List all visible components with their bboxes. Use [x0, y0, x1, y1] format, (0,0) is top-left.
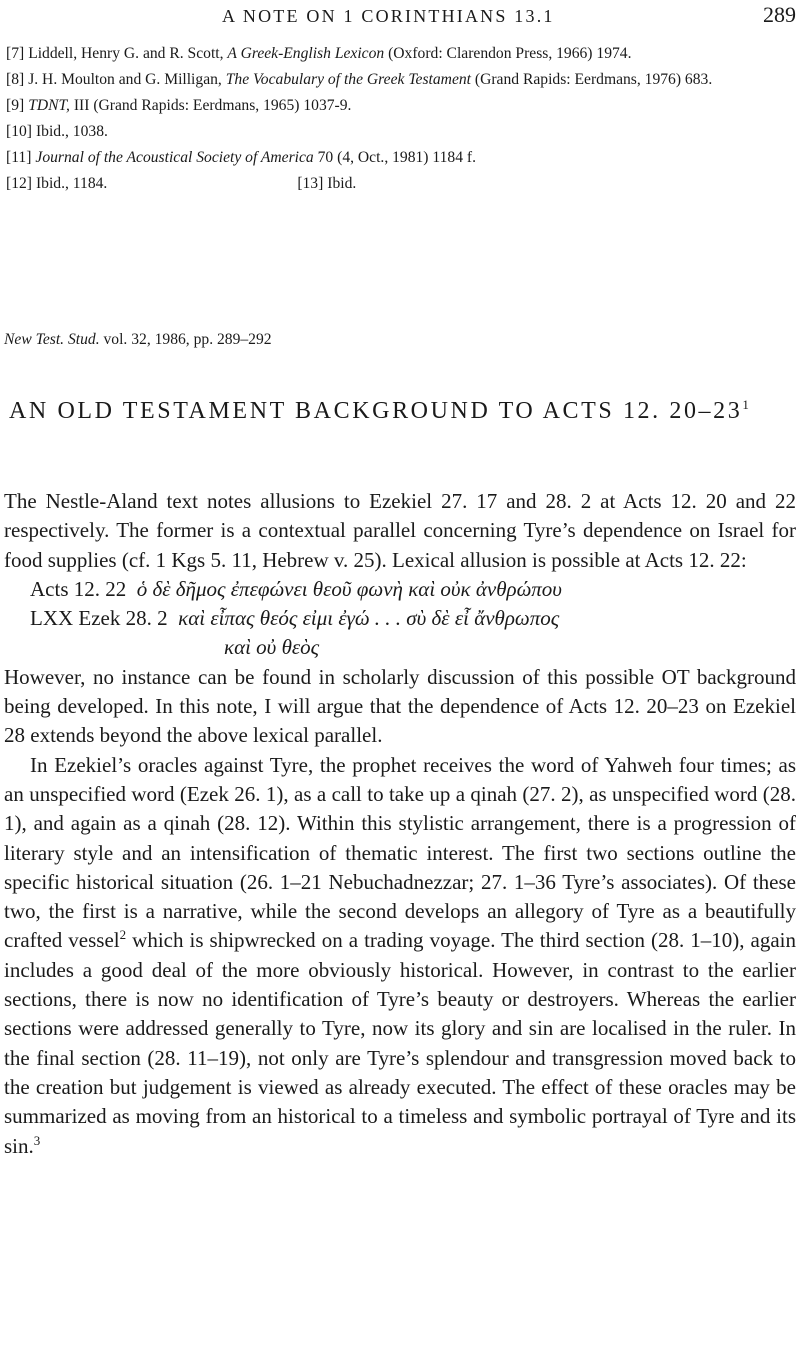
reference-item: [7] Liddell, Henry G. and R. Scott, A Greek-English Lexicon (Oxford: Clarendon Press, 1966) 1974.: [6, 45, 632, 62]
page-number: 289: [763, 2, 796, 27]
article-body: [4, 487, 796, 1161]
reference-item: [9] TDNT, III (Grand Rapids: Eerdmans, 1965) 1037-9.: [6, 97, 352, 114]
greek-quotation: LXX Ezek 28. 2 καὶ εἶπας θεός εἰμι ἐγώ . . . σὺ δὲ εἶ ἄνθρωπος: [30, 606, 560, 631]
running-title: A NOTE ON 1 CORINTHIANS 13.1: [222, 6, 555, 26]
reference-item: [13] Ibid.: [297, 175, 357, 192]
reference-item: [11] Journal of the Acoustical Society of America 70 (4, Oct., 1981) 1184 f.: [6, 149, 476, 166]
paragraph: However, no instance can be found in scholarly discussion of this possible OT background being developed. In this note, I will argue that the dependence of Acts 12. 20–23 on Ezekiel 28 extends beyond the above lexical parallel.: [4, 664, 796, 748]
footnote-marker: 1: [742, 397, 749, 412]
paragraph: In Ezekiel’s oracles against Tyre, the prophet receives the word of Yahweh four times; as an unspecified word (Ezek 26. 1), as a call to take up a qinah (27. 2), as unspecified word (28. 1), and again as a qinah (28. 12). Within this stylistic arrangement, there is a progression of literary style and an intensification of thematic interest. The first two sections outline the specific historical situation (26. 1–21 Nebuchadnezzar; 27. 1–36 Tyre’s associates). Of these two, the first is a narrative, while the second develops an allegory of Tyre as a beautifully crafted vessel$^2$ which is shipwrecked on a trading voyage. The third section (28. 1–10), again includes a good deal of the more obviously historical. However, in contrast to the earlier sections, there is now no identification of Tyre’s beauty or destroyers. Whereas the earlier sections were addressed generally to Tyre, now its glory and sin are localised in the ruler. In the final section (28. 11–19), not only are Tyre’s splendour and transgression moved back to the creation but judgement is viewed as already executed. The effect of these oracles may be summarized as moving from an historical to a timeless and symbolic portrayal of Tyre and its sin.$^3$: [4, 752, 797, 1158]
paragraph: The Nestle-Aland text notes allusions to Ezekiel 27. 17 and 28. 2 at Acts 12. 20 and 22 respectively. The former is a contextual parallel concerning Tyre’s dependence on Israel for food supplies (cf. 1 Kgs 5. 11, Hebrew v. 25). Lexical allusion is possible at Acts 12. 22:: [4, 489, 796, 572]
article-title: AN OLD TESTAMENT BACKGROUND TO ACTS 12. $20-23^1$: [9, 397, 749, 424]
reference-row: [6, 173, 796, 199]
reference-item: [12] Ibid., 1184.: [6, 175, 108, 192]
journal-citation: New Test. Stud. vol. 32, 1986, pp. 289–292: [4, 331, 272, 348]
reference-item: [10] Ibid., 1038.: [6, 123, 108, 140]
footnote-marker: 3: [33, 1132, 41, 1148]
greek-quotation-continuation: καὶ οὐ θεὸς: [224, 635, 320, 660]
footnote-marker: 2: [119, 927, 127, 943]
greek-quotation: Acts 12. 22 ὁ δὲ δῆμος ἐπεφώνει θεοῦ φωνὴ καὶ οὐκ ἀνθρώπου: [30, 576, 562, 601]
reference-list: [6, 43, 796, 199]
running-header: [0, 2, 800, 30]
reference-item: [8] J. H. Moulton and G. Milligan, The Vocabulary of the Greek Testament (Grand Rapids: Eerdmans, 1976) 683.: [6, 71, 713, 88]
